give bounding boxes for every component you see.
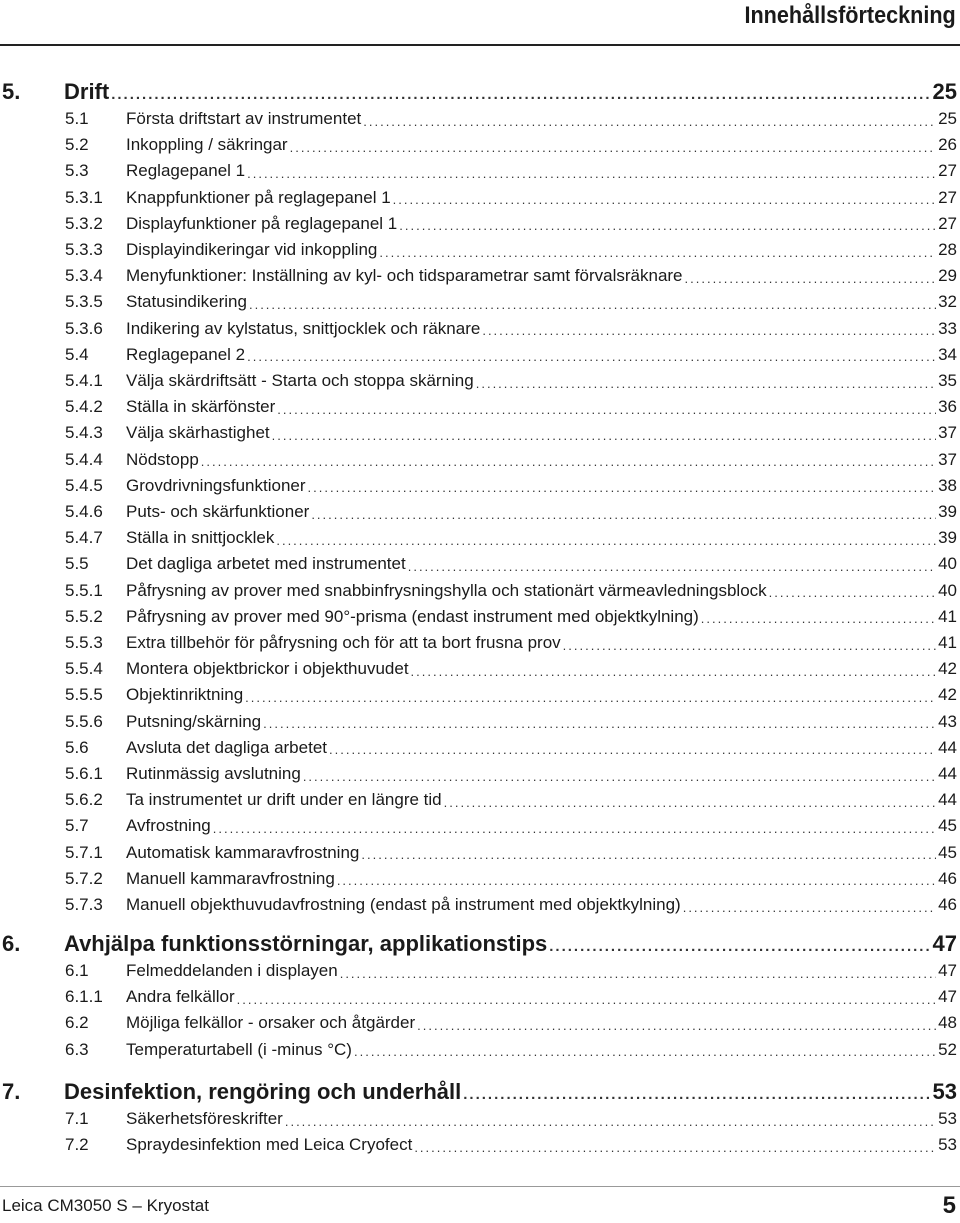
footer-rule bbox=[0, 1186, 960, 1187]
toc-entry-row[interactable] bbox=[0, 237, 957, 263]
toc-entry-title: Reglagepanel 1 bbox=[126, 161, 246, 181]
toc-leader-dots bbox=[337, 873, 936, 888]
toc-entry-page: 27 bbox=[938, 187, 957, 207]
toc-entry-row[interactable] bbox=[0, 866, 957, 892]
toc-leader-dots bbox=[272, 428, 936, 443]
toc-leader-dots bbox=[476, 376, 936, 391]
toc-entry-title: Ställa in snittjocklek bbox=[126, 528, 275, 548]
toc-leader-dots bbox=[201, 454, 936, 469]
toc-entry-page: 35 bbox=[938, 371, 957, 390]
toc-entry-number: 5.3.2 bbox=[65, 213, 103, 233]
toc-entry-title: Manuell objekthuvudavfrostning (endast på instrument med objektkylning) bbox=[126, 895, 681, 914]
toc-entry-title: Desinfektion, rengöring och underhåll bbox=[64, 1079, 462, 1104]
toc-entry-title: Påfrysning av prover med snabbinfrysningshylla och stationärt värmeavledningsblock bbox=[126, 580, 767, 600]
toc-entry-row[interactable] bbox=[0, 132, 957, 158]
toc-entry-page: 47 bbox=[938, 961, 957, 980]
toc-entry-page: 32 bbox=[938, 292, 957, 312]
toc-leader-dots bbox=[329, 742, 936, 757]
toc-entry-page: 39 bbox=[938, 528, 957, 548]
toc-entry-row[interactable] bbox=[0, 525, 957, 551]
toc-entry-number: 7. bbox=[2, 1079, 21, 1104]
toc-entry-page: 25 bbox=[932, 79, 957, 104]
toc-entry-title: Grovdrivningsfunktioner bbox=[126, 475, 306, 495]
toc-entry-page: 44 bbox=[938, 790, 957, 810]
toc-entry-page: 27 bbox=[938, 213, 957, 233]
toc-leader-dots bbox=[245, 690, 936, 705]
toc-leader-dots bbox=[417, 1018, 936, 1033]
toc-entry-page: 25 bbox=[938, 109, 957, 128]
toc-entry-number: 6.3 bbox=[65, 1039, 89, 1059]
toc-entry-page: 37 bbox=[938, 423, 957, 443]
toc-entry-page: 37 bbox=[938, 449, 957, 469]
toc-leader-dots bbox=[354, 1044, 936, 1059]
toc-leader-dots bbox=[247, 349, 936, 364]
footer-product-name: Leica CM3050 S – Kryostat bbox=[2, 1196, 209, 1215]
toc-entry-title: Knappfunktioner på reglagepanel 1 bbox=[126, 187, 391, 207]
toc-entry-row[interactable] bbox=[0, 892, 957, 918]
toc-entry-title: Avhjälpa funktionsstörningar, applikationstips bbox=[64, 931, 548, 956]
toc-leader-dots bbox=[482, 323, 936, 338]
toc-entry-row[interactable] bbox=[0, 984, 957, 1010]
toc-leader-dots bbox=[263, 716, 936, 731]
toc-entry-row[interactable] bbox=[0, 578, 957, 604]
toc-entry-page: 45 bbox=[938, 842, 957, 862]
toc-entry-number: 6. bbox=[2, 931, 21, 956]
toc-entry-number: 5.3.1 bbox=[65, 187, 103, 207]
toc-leader-dots bbox=[249, 297, 936, 312]
toc-leader-dots bbox=[361, 847, 936, 862]
toc-entry-row[interactable] bbox=[0, 394, 957, 420]
toc-entry-title: Displayindikeringar vid inkoppling bbox=[126, 240, 378, 259]
toc-entry-number: 5.5.1 bbox=[65, 580, 103, 600]
toc-entry-number: 5. bbox=[2, 79, 21, 104]
toc-entry-row[interactable] bbox=[0, 604, 957, 630]
toc-entry-page: 34 bbox=[938, 344, 957, 364]
toc-entry-row[interactable] bbox=[0, 656, 957, 682]
toc-entry-row[interactable] bbox=[0, 1106, 957, 1132]
toc-entry-title: Displayfunktioner på reglagepanel 1 bbox=[126, 213, 398, 233]
toc-entry-page: 33 bbox=[938, 318, 957, 338]
toc-entry-page: 53 bbox=[938, 1109, 957, 1128]
toc-entry-row[interactable] bbox=[0, 630, 957, 656]
toc-leader-dots bbox=[685, 271, 937, 286]
toc-leader-dots bbox=[213, 821, 936, 836]
toc-entry-row[interactable] bbox=[0, 787, 957, 813]
toc-entry-title: Manuell kammaravfrostning bbox=[126, 868, 335, 888]
toc-leader-dots bbox=[769, 585, 936, 600]
toc-entry-number: 5.4.2 bbox=[65, 397, 103, 417]
toc-entry-page: 29 bbox=[938, 266, 957, 286]
toc-entry-row[interactable] bbox=[0, 158, 957, 184]
toc-entry-title: Reglagepanel 2 bbox=[126, 344, 246, 364]
toc-leader-dots bbox=[237, 992, 936, 1007]
toc-leader-dots bbox=[408, 559, 936, 574]
toc-entry-title: Välja skärdriftsätt - Starta och stoppa skärning bbox=[126, 371, 474, 390]
toc-entry-title: Första driftstart av instrumentet bbox=[126, 109, 362, 128]
toc-entry-title: Spraydesinfektion med Leica Cryofect bbox=[126, 1135, 413, 1155]
toc-entry-title: Temperaturtabell (i -minus °C) bbox=[126, 1039, 352, 1059]
toc-entry-page: 38 bbox=[938, 475, 957, 495]
toc-entry-page: 42 bbox=[938, 685, 957, 705]
toc-entry-title: Extra tillbehör för påfrysning och för att ta bort frusna prov bbox=[126, 633, 561, 652]
toc-entry-title: Avfrostning bbox=[126, 816, 211, 836]
toc-entry-page: 46 bbox=[938, 895, 957, 914]
toc-entry-row[interactable] bbox=[0, 420, 957, 446]
toc-entry-number: 5.7.2 bbox=[65, 868, 103, 888]
toc-entry-number: 5.3.3 bbox=[65, 240, 103, 259]
toc-entry-page: 44 bbox=[938, 764, 957, 783]
toc-entry-title: Välja skärhastighet bbox=[126, 423, 270, 443]
toc-entry-title: Montera objektbrickor i objekthuvudet bbox=[126, 659, 409, 679]
toc-leader-dots bbox=[411, 664, 937, 679]
toc-entry-row[interactable] bbox=[0, 342, 957, 368]
toc-entry-number: 5.3.4 bbox=[65, 266, 103, 286]
toc-entry-page: 36 bbox=[938, 397, 957, 417]
toc-entry-number: 5.4.7 bbox=[65, 528, 103, 548]
toc-entry-number: 5.5.6 bbox=[65, 711, 103, 731]
toc-leader-dots bbox=[701, 611, 936, 626]
toc-entry-title: Indikering av kylstatus, snittjocklek och räknare bbox=[126, 318, 481, 338]
toc-leader-dots bbox=[414, 1140, 936, 1155]
toc-entry-page: 53 bbox=[932, 1079, 957, 1104]
toc-entry-page: 40 bbox=[938, 554, 957, 574]
toc-leader-dots bbox=[290, 140, 936, 155]
toc-leader-dots bbox=[379, 245, 936, 260]
toc-entry-page: 44 bbox=[938, 737, 957, 757]
toc-entry-number: 5.3.6 bbox=[65, 318, 103, 338]
toc-leader-dots bbox=[340, 966, 936, 981]
toc-entry-title: Menyfunktioner: Inställning av kyl- och tidsparametrar samt förvalsräknare bbox=[126, 266, 683, 286]
header-rule bbox=[0, 44, 960, 46]
toc-entry-row[interactable] bbox=[0, 316, 957, 342]
toc-leader-dots bbox=[303, 769, 936, 784]
toc-leader-dots bbox=[683, 900, 936, 915]
toc-entry-page: 45 bbox=[938, 816, 957, 836]
toc-leader-dots bbox=[463, 1086, 930, 1103]
toc-entry-title: Automatisk kammaravfrostning bbox=[126, 842, 360, 862]
toc-entry-number: 5.4.3 bbox=[65, 423, 103, 443]
toc-entry-number: 5.4.6 bbox=[65, 502, 103, 521]
toc-entry-title: Inkoppling / säkringar bbox=[126, 135, 288, 155]
page-header-title: Innehållsförteckning bbox=[744, 2, 956, 29]
toc-entry-row[interactable] bbox=[0, 289, 957, 315]
toc-entry-row[interactable] bbox=[0, 813, 957, 839]
toc-entry-title: Puts- och skärfunktioner bbox=[126, 502, 310, 521]
toc-entry-title: Avsluta det dagliga arbetet bbox=[126, 737, 327, 757]
toc-entry-number: 7.1 bbox=[65, 1109, 89, 1128]
toc-leader-dots bbox=[393, 192, 936, 207]
toc-entry-page: 41 bbox=[938, 633, 957, 652]
toc-entry-number: 5.4.1 bbox=[65, 371, 103, 390]
toc-entry-page: 47 bbox=[932, 931, 957, 956]
toc-leader-dots bbox=[277, 402, 936, 417]
toc-entry-number: 5.5.2 bbox=[65, 606, 103, 626]
toc-entry-row[interactable] bbox=[0, 1010, 957, 1036]
toc-entry-number: 5.4 bbox=[65, 344, 89, 364]
toc-leader-dots bbox=[363, 114, 936, 129]
toc-entry-row[interactable] bbox=[0, 761, 957, 787]
toc-entry-number: 5.3 bbox=[65, 161, 89, 181]
toc-entry-title: Påfrysning av prover med 90°-prisma (endast instrument med objektkylning) bbox=[126, 606, 699, 626]
toc-entry-number: 5.2 bbox=[65, 135, 89, 155]
toc-entry-number: 5.5.4 bbox=[65, 659, 103, 679]
toc-entry-title: Ta instrumentet ur drift under en längre tid bbox=[126, 790, 442, 810]
toc-entry-number: 5.7.3 bbox=[65, 895, 103, 914]
toc-entry-row[interactable] bbox=[0, 735, 957, 761]
toc-entry-number: 6.2 bbox=[65, 1013, 89, 1033]
toc-entry-number: 5.3.5 bbox=[65, 292, 103, 312]
toc-entry-page: 27 bbox=[938, 161, 957, 181]
toc-entry-title: Rutinmässig avslutning bbox=[126, 764, 301, 783]
toc-entry-title: Statusindikering bbox=[126, 292, 247, 312]
toc-leader-dots bbox=[276, 533, 936, 548]
toc-entry-row[interactable] bbox=[0, 473, 957, 499]
toc-entry-page: 41 bbox=[938, 606, 957, 626]
toc-entry-row[interactable] bbox=[0, 263, 957, 289]
toc-leader-dots bbox=[399, 218, 936, 233]
toc-entry-row[interactable] bbox=[0, 551, 957, 577]
toc-entry-number: 5.6 bbox=[65, 737, 89, 757]
toc-entry-row[interactable] bbox=[0, 368, 957, 394]
toc-entry-row[interactable] bbox=[0, 499, 957, 525]
toc-entry-page: 26 bbox=[938, 135, 957, 155]
toc-entry-number: 5.7 bbox=[65, 816, 89, 836]
toc-entry-title: Putsning/skärning bbox=[126, 711, 262, 731]
toc-leader-dots bbox=[444, 795, 936, 810]
toc-entry-number: 5.5.3 bbox=[65, 633, 103, 652]
toc-entry-title: Det dagliga arbetet med instrumentet bbox=[126, 554, 406, 574]
toc-chapter-row[interactable] bbox=[0, 928, 957, 960]
toc-entry-number: 5.5 bbox=[65, 554, 89, 574]
toc-entry-row[interactable] bbox=[0, 682, 957, 708]
toc-leader-dots bbox=[308, 480, 937, 495]
toc-entry-page: 53 bbox=[938, 1135, 957, 1155]
toc-entry-number: 6.1.1 bbox=[65, 987, 103, 1007]
toc-entry-number: 5.4.4 bbox=[65, 449, 103, 469]
footer-page-number: 5 bbox=[942, 1192, 956, 1219]
toc-entry-number: 5.6.1 bbox=[65, 764, 103, 783]
toc-chapter-row[interactable] bbox=[0, 1076, 957, 1108]
toc-entry-title: Drift bbox=[64, 79, 110, 104]
toc-entry-page: 42 bbox=[938, 659, 957, 679]
toc-entry-number: 6.1 bbox=[65, 961, 89, 980]
toc-entry-number: 5.5.5 bbox=[65, 685, 103, 705]
toc-entry-page: 43 bbox=[938, 711, 957, 731]
toc-entry-title: Objektinriktning bbox=[126, 685, 244, 705]
toc-leader-dots bbox=[311, 507, 936, 522]
toc-entry-row[interactable] bbox=[0, 709, 957, 735]
toc-entry-page: 28 bbox=[938, 240, 957, 259]
toc-entry-title: Felmeddelanden i displayen bbox=[126, 961, 338, 980]
toc-entry-row[interactable] bbox=[0, 106, 957, 132]
toc-leader-dots bbox=[285, 1114, 936, 1129]
toc-entry-number: 5.1 bbox=[65, 109, 89, 128]
toc-entry-title: Säkerhetsföreskrifter bbox=[126, 1109, 283, 1128]
toc-entry-number: 5.7.1 bbox=[65, 842, 103, 862]
toc-entry-row[interactable] bbox=[0, 840, 957, 866]
toc-entry-page: 48 bbox=[938, 1013, 957, 1033]
toc-entry-page: 47 bbox=[938, 987, 957, 1007]
toc-entry-title: Andra felkällor bbox=[126, 987, 235, 1007]
toc-entry-row[interactable] bbox=[0, 958, 957, 984]
toc-leader-dots bbox=[549, 938, 930, 955]
toc-chapter-row[interactable] bbox=[0, 76, 957, 108]
toc-entry-number: 7.2 bbox=[65, 1135, 89, 1155]
toc-entry-title: Nödstopp bbox=[126, 449, 199, 469]
toc-entry-page: 46 bbox=[938, 868, 957, 888]
toc-entry-row[interactable] bbox=[0, 211, 957, 237]
toc-entry-page: 52 bbox=[938, 1039, 957, 1059]
toc-entry-row[interactable] bbox=[0, 447, 957, 473]
toc-entry-row[interactable] bbox=[0, 1037, 957, 1063]
toc-entry-row[interactable] bbox=[0, 1132, 957, 1158]
toc-leader-dots bbox=[247, 166, 936, 181]
toc-entry-number: 5.6.2 bbox=[65, 790, 103, 810]
toc-entry-page: 40 bbox=[938, 580, 957, 600]
toc-entry-title: Möjliga felkällor - orsaker och åtgärder bbox=[126, 1013, 416, 1033]
toc-entry-row[interactable] bbox=[0, 185, 957, 211]
toc-leader-dots bbox=[563, 638, 936, 653]
toc-leader-dots bbox=[111, 86, 930, 103]
toc-entry-title: Ställa in skärfönster bbox=[126, 397, 276, 417]
toc-entry-number: 5.4.5 bbox=[65, 475, 103, 495]
toc-entry-page: 39 bbox=[938, 502, 957, 521]
